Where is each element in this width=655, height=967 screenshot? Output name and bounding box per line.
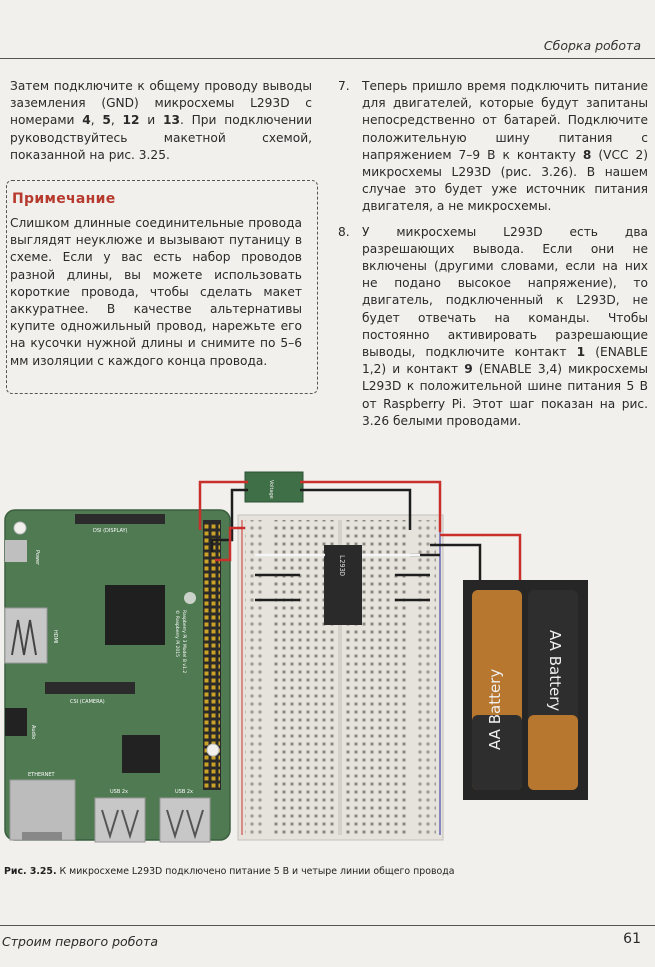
chip-label: L293D	[338, 555, 346, 577]
battery-holder	[463, 580, 588, 800]
paragraph-gnd: Затем подключите к общему проводу выводы заземления (GND) микросхемы L293D с номерами 4, 5, 12 и 13. При подключении руководствуйтесь макетной схемой, показанной на рис. 3.25.	[10, 79, 313, 162]
wiring-figure	[0, 460, 655, 860]
l293d-chip	[324, 545, 362, 625]
pi-label-hdmi: HDMI	[52, 630, 58, 644]
pi-label-csi: CSI (CAMERA)	[70, 699, 105, 705]
soc-chip	[105, 585, 165, 645]
pi-label-audio: Audio	[30, 725, 36, 740]
pi-label-usb1: USB 2x	[110, 789, 128, 795]
running-header: Сборка робота	[543, 38, 641, 53]
right-column	[338, 78, 648, 438]
header-rule	[0, 58, 655, 59]
pi-label-model: Raspberry Pi 3 Model B v1.2	[181, 610, 186, 674]
battery-label-1: AA Battery	[486, 668, 504, 750]
note-title: Примечание	[12, 191, 116, 207]
pi-label-power: Power	[34, 550, 40, 566]
raspberry-pi-board	[5, 510, 230, 842]
battery-label-2: AA Battery	[546, 630, 564, 712]
pi-label-ethernet: ETHERNET	[28, 772, 55, 778]
footer-rule	[0, 925, 655, 926]
figure-caption: Рис. 3.25. К микросхеме L293D подключено питание 5 В и четыре линии общего провода	[4, 866, 455, 877]
note-text-wrap	[10, 215, 302, 370]
note-text: Слишком длинные соединительные провода выглядят неуклюже и вызывают путаницу в схеме. Если у вас есть набор проводов разной длины, вы можете использовать короткие провода, чтобы сделать макет аккуратнее. В качестве альтернативы купите одножильный провод, нарежьте его на кусочки нужной длины и снимите по 5–6 мм изоляции с каждого конца провода.	[10, 216, 302, 368]
list-item-8: 8. У микросхемы L293D есть два разрешающих вывода. Если они не включены (другими словами, если на них не подано высокое напряжение), то двигатель, подключенный к L293D, не будет отвечать на команды. Чтобы постоянно активировать разрешающие выводы, подключите контакт 1 (ENABLE 1,2) и контакт 9 (ENABLE 3,4) микросхемы L293D к положительной шине питания 5 В от Raspberry Pi. Этот шаг показан на рис. 3.26 белыми проводами.	[338, 224, 648, 428]
voltage-regulator	[245, 472, 303, 502]
running-footer: Строим первого робота	[2, 934, 158, 949]
left-column	[10, 78, 312, 164]
pi-label-copyright: © Raspberry Pi 2015	[174, 610, 179, 658]
pi-label-usb2: USB 2x	[175, 789, 193, 795]
pi-label-dsi: DSI (DISPLAY)	[93, 528, 128, 534]
regulator-label: Voltage	[268, 480, 274, 499]
list-item-7: 7. Теперь пришло время подключить питание для двигателей, которые будут запитаны непосредственно от батарей. Подключите положительную шину питания с напряжением 7–9 В к контакту 8 (VCC 2) микросхемы L293D (рис. 3.26). В нашем случае это будет уже источник питания двигателя, а не микросхемы.	[338, 79, 648, 214]
page-number: 61	[623, 931, 641, 947]
